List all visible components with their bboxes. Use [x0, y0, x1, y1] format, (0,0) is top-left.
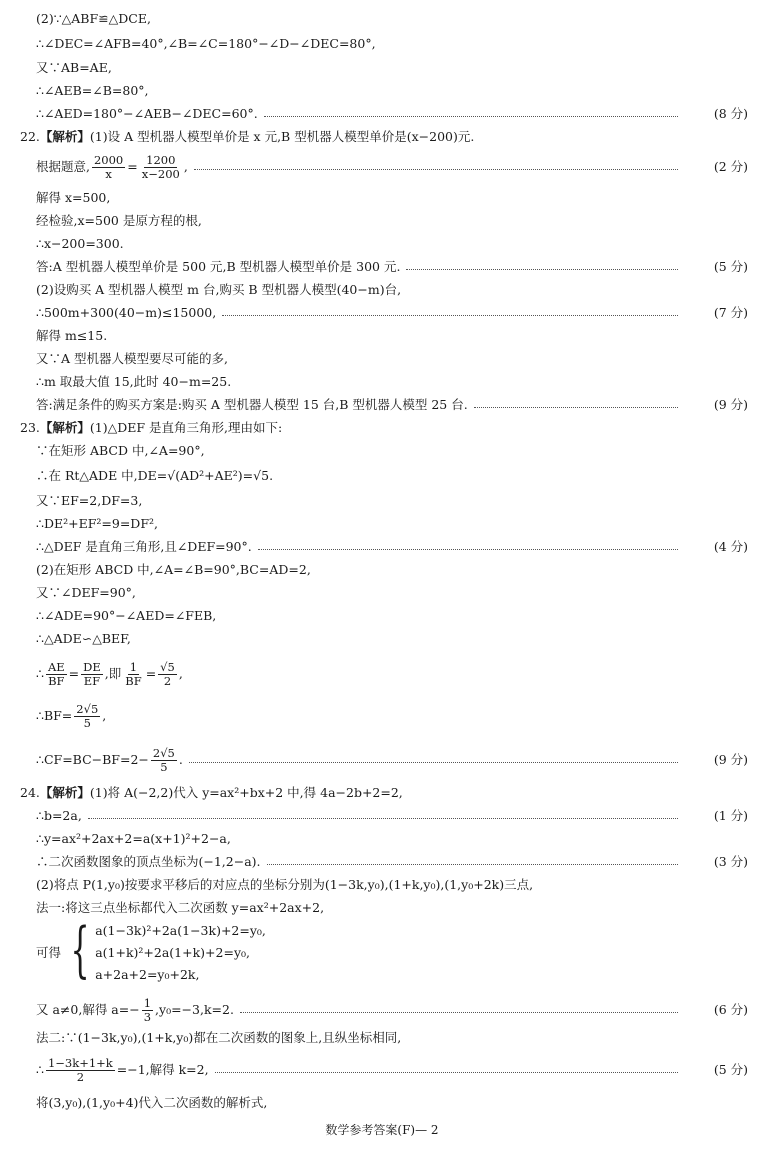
punctuation: ,: [178, 666, 183, 681]
score-mark: (4 分): [713, 539, 748, 554]
score-mark: (9 分): [713, 397, 748, 412]
score-mark: (9 分): [713, 752, 748, 767]
fraction: $\frac{1}{3}$: [143, 995, 152, 1024]
analysis-tag: 【解析】: [39, 129, 90, 144]
line-text: (2)∵△ABF≌△DCE,: [36, 11, 151, 26]
fraction: $\frac{DE}{EF}$: [83, 659, 101, 688]
answer-line: [0, 440, 764, 462]
fraction: $\frac{1}{BF}$: [125, 659, 142, 688]
line-text: 将(3,y₀),(1,y₀+4)代入二次函数的解析式,: [36, 1095, 268, 1110]
fraction: $\frac{√5}{2}$: [160, 659, 175, 688]
dot-leader: [406, 269, 678, 270]
equation-row: a(1−3k)²+2a(1−3k)+2=y₀,: [95, 923, 266, 938]
answer-line: [0, 851, 764, 873]
punctuation: ,: [102, 708, 107, 723]
line-text: 解得 m≤15.: [36, 328, 108, 343]
answer-line: [0, 536, 764, 558]
score-mark: (5 分): [713, 1062, 748, 1077]
therefore-sign: ∴: [36, 1062, 44, 1077]
equals-sign: =: [127, 159, 138, 174]
answer-line: [0, 628, 764, 650]
answer-line: [0, 371, 764, 393]
answer-line: [0, 80, 764, 102]
line-text: (2)在矩形 ABCD 中,∠A=∠B=90°,BC=AD=2,: [36, 562, 311, 577]
line-text: ,即: [104, 666, 122, 681]
line-text: ∴在 Rt△ADE 中,DE=√(AD²+AE²)=√5.: [36, 468, 274, 483]
answer-line: [0, 874, 764, 896]
answer-line: [0, 210, 764, 232]
dot-leader: [88, 818, 678, 819]
answer-line: [0, 490, 764, 512]
line-text: ∴CF=BC−BF=2−: [36, 752, 149, 767]
dot-leader: [258, 549, 678, 550]
answer-line: [0, 605, 764, 627]
answer-line: [0, 513, 764, 535]
question-23-header: [0, 417, 764, 439]
answer-line: [0, 57, 764, 79]
answer-line: [0, 33, 764, 55]
answer-line: [0, 8, 764, 30]
equation-row: a+2a+2=y₀+2k,: [95, 967, 200, 982]
line-text: ∴b=2a,: [36, 808, 82, 823]
line-text: 经检验,x=500 是原方程的根,: [36, 213, 202, 228]
question-number: 24.: [20, 785, 40, 800]
question-number: 22.: [20, 129, 40, 144]
line-text: ∴二次函数图象的顶点坐标为(−1,2−a).: [36, 854, 261, 869]
analysis-tag: 【解析】: [39, 420, 90, 435]
page-footer: 数学参考答案(F)— 2: [325, 1123, 439, 1137]
equation-row: a(1+k)²+2a(1+k)+2=y₀,: [95, 945, 251, 960]
line-text: ∴∠AED=180°−∠AEB−∠DEC=60°.: [36, 106, 258, 121]
score-mark: (7 分): [713, 305, 748, 320]
line-text: ,y₀=−3,k=2.: [155, 1002, 234, 1017]
dot-leader: [240, 1012, 678, 1013]
line-text: 法二:∵(1−3k,y₀),(1+k,y₀)都在二次函数的图象上,且纵坐标相同,: [36, 1030, 402, 1045]
dot-leader: [194, 169, 678, 170]
score-mark: (1 分): [713, 808, 748, 823]
left-brace-icon: {: [70, 915, 90, 985]
answer-line: [0, 187, 764, 209]
line-text: =−1,解得 k=2,: [116, 1062, 209, 1077]
line-text: ∴y=ax²+2ax+2=a(x+1)²+2−a,: [36, 831, 231, 846]
score-mark: (2 分): [713, 159, 748, 174]
dot-leader: [267, 864, 678, 865]
answer-line: [0, 1092, 764, 1114]
analysis-tag: 【解析】: [39, 785, 90, 800]
answer-line: [0, 465, 764, 487]
line-text: (2)设购买 A 型机器人模型 m 台,购买 B 型机器人模型(40−m)台,: [36, 282, 402, 297]
answer-line: [0, 1027, 764, 1049]
line-text: 根据题意,: [36, 159, 90, 174]
answer-line: [0, 559, 764, 581]
fraction: $\frac{2√5}{5}$: [76, 701, 99, 730]
answer-line: [0, 740, 764, 780]
therefore-sign: ∴: [36, 666, 44, 681]
score-mark: (6 分): [713, 1002, 748, 1017]
line-text: ∴500m+300(40−m)≤15000,: [36, 305, 217, 320]
line-text: 又∵AB=AE,: [36, 60, 112, 75]
line-text: ∴△DEF 是直角三角形,且∠DEF=90°.: [36, 539, 252, 554]
line-text: ∴∠ADE=90°−∠AED=∠FEB,: [36, 608, 217, 623]
answer-line: [0, 897, 764, 919]
answer-line: [0, 805, 764, 827]
line-text: 可得: [36, 945, 62, 960]
question-22-header: [0, 126, 764, 148]
equals-sign: =: [68, 666, 80, 681]
line-text: ∴∠AEB=∠B=80°,: [36, 83, 149, 98]
punctuation: ,: [183, 159, 188, 174]
fraction: $\frac{1-3k+1+k}{2}$: [47, 1055, 113, 1084]
line-text: 又∵A 型机器人模型要尽可能的多,: [36, 351, 228, 366]
brace-system: [61, 915, 266, 986]
answer-line: [0, 828, 764, 850]
answer-line: [0, 256, 764, 278]
line-text: 又∵∠DEF=90°,: [36, 585, 136, 600]
answer-line: [0, 279, 764, 301]
equation-system: [0, 915, 764, 988]
line-text: (1)将 A(−2,2)代入 y=ax²+bx+2 中,得 4a−2b+2=2,: [89, 785, 403, 800]
dot-leader: [264, 116, 678, 117]
line-text: ∴DE²+EF²=9=DF²,: [36, 516, 158, 531]
line-text: ∴∠DEC=∠AFB=40°,∠B=∠C=180°−∠D−∠DEC=80°,: [36, 36, 376, 51]
answer-line: [0, 696, 764, 736]
punctuation: .: [178, 752, 183, 767]
answer-line: [0, 147, 764, 187]
fraction: $\frac{AE}{BF}$: [47, 659, 65, 688]
dot-leader: [189, 762, 678, 763]
answer-line: [0, 990, 764, 1030]
line-text: 答:A 型机器人模型单价是 500 元,B 型机器人模型单价是 300 元.: [36, 259, 401, 274]
dot-leader: [222, 315, 678, 316]
fraction: $\frac{2√5}{5}$: [152, 745, 175, 774]
line-text: 答:满足条件的购买方案是:购买 A 型机器人模型 15 台,B 型机器人模型 25 台.: [36, 397, 468, 412]
line-text: ∴x−200=300.: [36, 236, 124, 251]
equals-sign: =: [145, 666, 157, 681]
answer-line: [0, 103, 764, 125]
answer-line: [0, 325, 764, 347]
score-mark: (5 分): [713, 259, 748, 274]
answer-line: [0, 582, 764, 604]
question-number: 23.: [20, 420, 40, 435]
line-text: 法一:将这三点坐标都代入二次函数 y=ax²+2ax+2,: [36, 900, 325, 915]
line-text: 又∵EF=2,DF=3,: [36, 493, 143, 508]
answer-line: [0, 654, 764, 694]
dot-leader: [474, 407, 678, 408]
answer-line: [0, 1050, 764, 1090]
answer-line: [0, 348, 764, 370]
line-text: ∴m 取最大值 15,此时 40−m=25.: [36, 374, 232, 389]
line-text: (1)△DEF 是直角三角形,理由如下:: [89, 420, 283, 435]
line-text: ∵在矩形 ABCD 中,∠A=90°,: [36, 443, 205, 458]
fraction: $\frac{2000}{x}$: [93, 152, 124, 181]
score-mark: (8 分): [713, 106, 748, 121]
line-text: (1)设 A 型机器人模型单价是 x 元,B 型机器人模型单价是(x−200)元.: [89, 129, 475, 144]
answer-line: [0, 394, 764, 416]
line-text: ∴△ADE∽△BEF,: [36, 631, 131, 646]
answer-line: [0, 302, 764, 324]
question-24-header: [0, 782, 764, 804]
line-text: 又 a≠0,解得 a=−: [36, 1002, 140, 1017]
fraction: $\frac{1200}{x-200}$: [141, 152, 180, 181]
dot-leader: [215, 1072, 678, 1073]
line-text: ∴BF=: [36, 708, 73, 723]
line-text: 解得 x=500,: [36, 190, 111, 205]
line-text: (2)将点 P(1,y₀)按要求平移后的对应点的坐标分别为(1−3k,y₀),(1+k,y₀),(1,y₀+2k)三点,: [36, 877, 534, 892]
score-mark: (3 分): [713, 854, 748, 869]
answer-line: [0, 233, 764, 255]
